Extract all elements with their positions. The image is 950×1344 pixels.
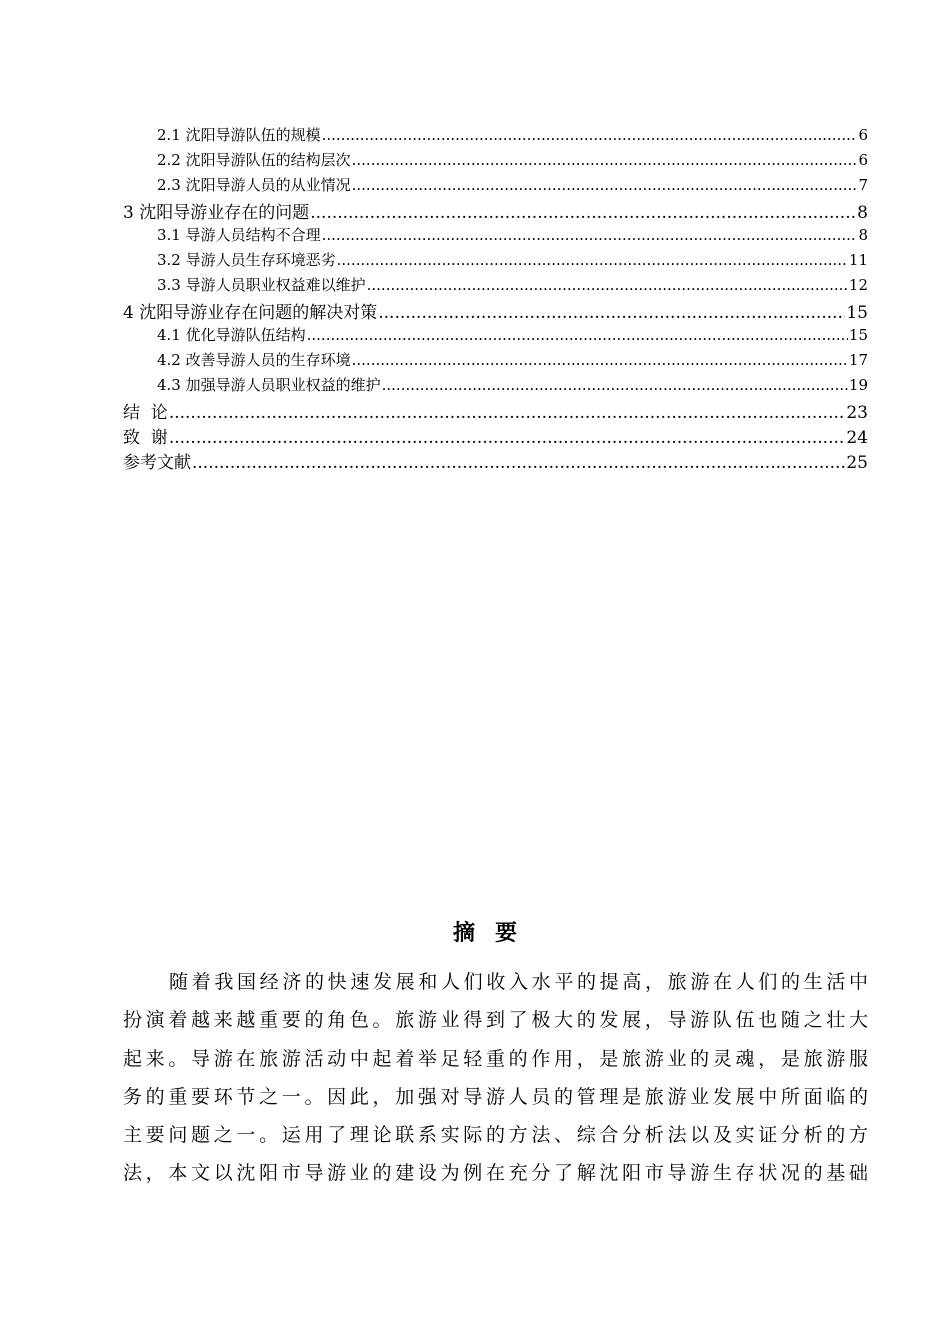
toc-entry-title: 4.3 加强导游人员职业权益的维护 [157,376,381,394]
abstract-heading: 摘要 [452,921,537,946]
toc-entry-title: 致 谢 [123,428,168,448]
toc-entry-title: 4.1 优化导游队伍结构 [157,326,306,344]
toc-entry-page: 19 [848,376,868,394]
abstract-line: 起来。导游在旅游活动中起着举足轻重的作用，是旅游业的灵魂，是旅游服 [123,1047,868,1070]
toc-leader-dots [337,251,848,269]
abstract-line: 务的重要环节之一。因此，加强对导游人员的管理是旅游业发展中所面临的 [123,1085,868,1108]
toc-entry[interactable] [157,324,868,345]
toc-entry-title: 4.2 改善导游人员的生存环境 [157,351,351,369]
toc-entry[interactable] [157,274,868,295]
toc-entry-page: 12 [848,276,868,294]
toc-entry-title: 3.1 导游人员结构不合理 [157,226,321,244]
toc-entry[interactable] [157,149,868,170]
toc-entry[interactable] [157,349,868,370]
toc-entry-title: 3.3 导游人员职业权益难以维护 [157,276,366,294]
toc-entry-page: 15 [846,303,868,323]
toc-entry-page: 8 [858,226,868,244]
toc-leader-dots [192,453,845,473]
toc-leader-dots [352,176,858,194]
abstract-body [123,963,868,1193]
toc-entry-page: 11 [848,251,868,269]
toc-leader-dots [322,126,858,144]
toc-entry-page: 6 [858,151,868,169]
toc-leader-dots [367,276,848,294]
toc-leader-dots [307,326,848,344]
toc-leader-dots [310,203,856,223]
abstract-line: 主要问题之一。运用了理论联系实际的方法、综合分析法以及实证分析的方 [123,1124,868,1147]
toc-leader-dots [169,403,846,423]
toc-entry[interactable] [157,374,868,395]
toc-entry-page: 17 [848,351,868,369]
abstract-line: 随着我国经济的快速发展和人们收入水平的提高，旅游在人们的生活中 [169,971,868,993]
toc-entry[interactable] [157,124,868,145]
toc-entry-page: 7 [858,176,868,194]
toc-entry-page: 25 [846,453,868,473]
toc-entry[interactable] [123,198,868,223]
toc-entry-page: 23 [846,403,868,423]
toc-entry-title: 结 论 [123,403,168,423]
toc-entry-page: 6 [858,126,868,144]
toc-leader-dots [322,226,858,244]
toc-entry-title: 4 沈阳导游业存在问题的解决对策 [123,303,378,323]
toc-entry-title: 3.2 导游人员生存环境恶劣 [157,251,336,269]
toc-entry-page: 8 [857,203,868,223]
toc-entry-page: 15 [848,326,868,344]
toc-entry-page: 24 [846,428,868,448]
toc-entry[interactable] [123,298,868,323]
toc-entry[interactable] [123,398,868,423]
toc-leader-dots [352,151,858,169]
toc-entry-title: 2.3 沈阳导游人员的从业情况 [157,176,351,194]
toc-leader-dots [352,351,848,369]
toc-entry-title: 2.1 沈阳导游队伍的规模 [157,126,321,144]
abstract-line: 法，本文以沈阳市导游业的建设为例在充分了解沈阳市导游生存状况的基础 [123,1162,868,1185]
toc-entry[interactable] [123,423,868,448]
toc-entry-title: 参考文献 [123,453,191,473]
toc-entry[interactable] [157,249,868,270]
toc-entry[interactable] [157,224,868,245]
toc-leader-dots [378,303,845,323]
toc-entry[interactable] [157,174,868,195]
toc-entry-title: 3 沈阳导游业存在的问题 [123,203,310,223]
toc-leader-dots [382,376,848,394]
abstract-line: 扮演着越来越重要的角色。旅游业得到了极大的发展，导游队伍也随之壮大 [123,1009,868,1032]
toc-leader-dots [169,428,846,448]
toc-entry[interactable] [123,448,868,473]
toc-entry-title: 2.2 沈阳导游队伍的结构层次 [157,151,351,169]
